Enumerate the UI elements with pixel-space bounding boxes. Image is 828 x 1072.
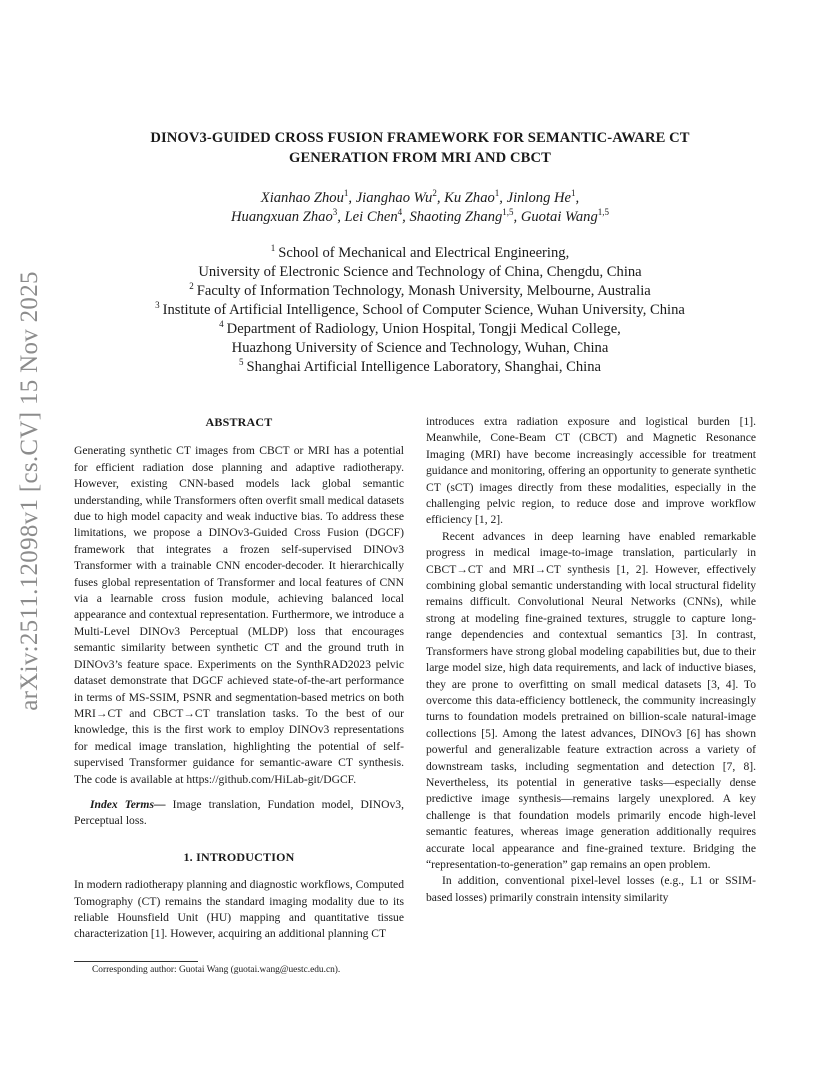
author-name: Guotai Wang [520,209,598,225]
intro-paragraph-2: Recent advances in deep learning have enabled remarkable progress in medical image-to-image translation, particularly in CBCT→CT and MRI→CT synthesis [1, 2]. However, effectively combining global semantic understanding with local structural fidelity remains difficult. Convolutional Neural Networks (CNNs), while strong at modeling fine-grained textures, struggle to capture long-range dependencies and contextual semantics [3]. In contrast, Transformers have strong global modeling capabilities but, due to their large model size, high data requirements, and lack of inductive biases, they are prone to overfitting on small medical datasets [3, 4]. To overcome this data-efficiency bottleneck, the community increasingly turns to foundation models pretrained on billion-scale natural-image collections [5]. Among the latest advances, DINOv3 [6] has shown powerful and generalizable feature extraction across a variety of downstream tasks, including segmentation and detection [7, 8]. Nevertheless, its potential in generative tasks—especially dense predictive image synthesis—remains largely unexplored. A key challenge is that foundation models primarily encode high-level semantic features, whereas image generation additionally requires accurate local appearance and fine-grained texture. Bridging the “representation-to-generation” gap remains an open problem. [426,529,756,871]
title-line-1: DINOV3-GUIDED CROSS FUSION FRAMEWORK FOR SEMANTIC-AWARE CT [150,130,690,146]
right-column [426,414,756,906]
author-line-2 [90,208,750,227]
author-name: Jinlong He [506,190,572,206]
index-terms-text: Image translation, Fundation model, DINOv3, Perceptual loss. [74,797,404,828]
affiliation-text: Huazhong University of Science and Technology, Wuhan, China [231,340,609,356]
author-name: Jianghao Wu [355,190,433,206]
affiliation-line [90,282,750,301]
title-line-2: GENERATION FROM MRI AND CBCT [289,150,551,166]
left-column [74,414,404,943]
affiliation-line [90,358,750,377]
author-line-1 [90,189,750,208]
affiliation-line [90,339,750,358]
author-affil-sup: 1 [571,188,576,198]
intro-paragraph-1: In modern radiotherapy planning and diagnostic workflows, Computed Tomography (CT) remains the standard imaging modality due to its reliable Hounsfield Unit (HU) mapping and quantitative tissue characterization [1]. However, acquiring an additional planning CT [74,878,404,941]
corresponding-author-footnote: Corresponding author: Guotai Wang (guotai.wang@uestc.edu.cn). [92,965,341,975]
arxiv-identifier-text: arXiv:2511.12098v1 [cs.CV] 15 Nov 2025 [16,271,44,711]
author-affil-sup: 2 [432,188,437,198]
author-affil-sup: 4 [397,207,403,217]
affiliation-sup: 2 [189,281,194,291]
author-separator: , [499,190,507,206]
affiliation-text: Faculty of Information Technology, Monash University, Melbourne, Australia [196,283,651,299]
author-name: Lei Chen [344,209,398,225]
index-terms-label: Index Terms— [90,797,166,811]
footnote-divider [74,961,198,962]
abstract-text: Generating synthetic CT images from CBCT or MRI has a potential for efficient radiation dose planning and adaptive radiotherapy. However, existing CNN-based models lack global semantic understanding, while Transformers often overfit small medical datasets due to high model capacity and weak inductive bias. To address these limitations, we propose a DINOv3-Guided Cross Fusion (DGCF) framework that integrates a frozen self-supervised DINOv3 Transformer with a trainable CNN encoder-decoder. It hierarchically fuses global representation of Transformer and local features of CNN via a learnable cross fusion module, achieving balanced local appearance and contextual representation. Furthermore, we introduce a Multi-Level DINOv3 Perceptual (MLDP) loss that encourages semantic similarity between synthetic CT and the ground truth in DINOv3’s feature space. Experiments on the SynthRAD2023 pelvic dataset demonstrate that DGCF achieved state-of-the-art performance in terms of MS-SSIM, PSNR and segmentation-based metrics on both MRI→CT and CBCT→CT translation tasks. To the best of our knowledge, this is the first work to employ DINOv3 representations for medical image translation, highlighting the potential of self-supervised Transformer guidance for semantic-aware CT synthesis. The code is available at https://github.com/HiLab-git/DGCF. [74,444,404,786]
author-separator: , [337,209,345,225]
author-separator: , [436,190,445,206]
affiliation-list [90,244,750,377]
affiliation-line [90,263,750,282]
affiliation-text: Institute of Artificial Intelligence, School of Computer Science, Wuhan University, China [162,302,685,318]
author-affil-sup: 1,5 [502,207,514,217]
author-name: Xianhao Zhou [260,190,344,206]
affiliation-text: School of Mechanical and Electrical Engineering, [278,245,570,261]
affiliation-line [90,244,750,263]
author-affil-sup: 1 [343,188,349,198]
author-list [90,189,750,227]
author-separator: , [513,209,521,225]
affiliation-line [90,320,750,339]
affiliation-sup: 5 [239,357,244,367]
author-affil-sup: 1,5 [597,207,609,217]
arxiv-identifier-stamp [12,271,48,711]
affiliation-sup: 4 [219,319,224,329]
affiliation-sup: 1 [270,243,276,253]
index-terms [74,797,404,830]
abstract-heading: ABSTRACT [205,415,273,429]
author-name: Shaoting Zhang [409,209,503,225]
intro-paragraph-1-continued: introduces extra radiation exposure and logistical burden [1]. Meanwhile, Cone-Beam CT (CBCT) and Magnetic Resonance Imaging (MRI) have become increasingly accessible for treatment guidance and monitoring, offering an opportunity to generate synthetic CT (sCT) images directly from these modalities, especially in the challenging pelvic region, to reduce dose and improve workflow efficiency [1, 2]. [426,415,756,527]
author-separator: , [402,209,410,225]
paper-title [90,128,750,168]
affiliation-text: Shanghai Artificial Intelligence Laboratory, Shanghai, China [246,359,601,375]
affiliation-line [90,301,750,320]
author-separator: , [575,190,580,206]
affiliation-text: Department of Radiology, Union Hospital, Tongji Medical College, [226,321,621,337]
author-affil-sup: 3 [332,207,338,217]
author-separator: , [348,190,356,206]
author-name: Huangxuan Zhao [230,209,333,225]
author-affil-sup: 1 [494,188,500,198]
author-name: Ku Zhao [444,190,495,206]
affiliation-sup: 3 [155,300,160,310]
section-heading-introduction: 1. INTRODUCTION [183,849,295,864]
affiliation-text: University of Electronic Science and Technology of China, Chengdu, China [198,264,642,280]
intro-paragraph-3: In addition, conventional pixel-level losses (e.g., L1 or SSIM-based losses) primarily constrain intensity similarity [426,874,756,904]
